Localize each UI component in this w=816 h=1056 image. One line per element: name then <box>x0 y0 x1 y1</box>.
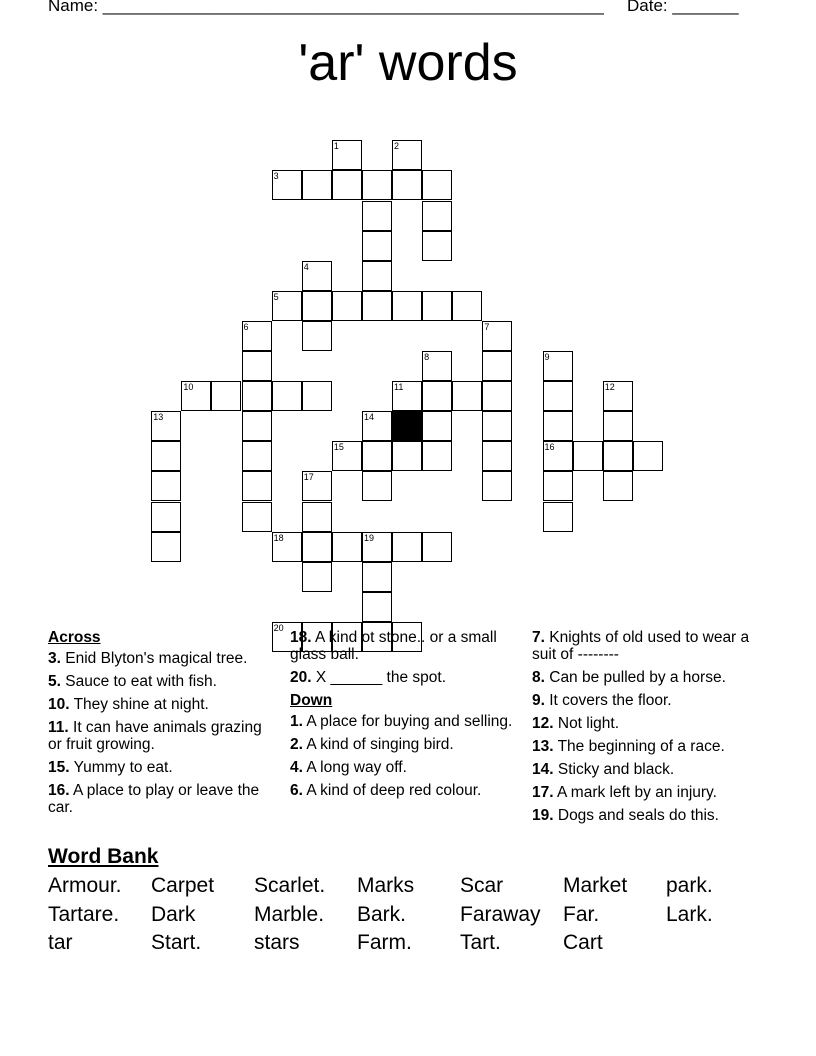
clue-number: 20 <box>273 622 284 633</box>
grid-cell[interactable] <box>272 381 302 411</box>
grid-cell[interactable] <box>362 231 392 261</box>
word-bank-word: Scar <box>460 874 504 897</box>
down-clue-list-continued <box>532 629 772 824</box>
clue <box>48 719 273 753</box>
clue <box>290 629 515 663</box>
clue-number: 7 <box>484 321 490 332</box>
grid-cell[interactable] <box>302 291 332 321</box>
word-bank-word: Cart <box>563 931 603 954</box>
grid-cell[interactable] <box>482 411 512 441</box>
clue-number: 3. <box>48 650 61 667</box>
grid-cell[interactable] <box>422 532 452 562</box>
grid-cell[interactable] <box>392 441 422 471</box>
word-bank-word: Dark <box>151 902 196 926</box>
date-field-label: Date: _______ <box>627 0 739 15</box>
clue <box>290 736 515 753</box>
clue <box>48 759 273 776</box>
clue-text: The beginning of a race. <box>553 738 725 755</box>
clue-number: 11. <box>48 719 69 736</box>
clue <box>532 669 772 686</box>
clue <box>48 696 273 713</box>
word-bank-word: Start. <box>151 931 202 954</box>
clue-text: It covers the floor. <box>544 692 672 709</box>
clue-number: 10 <box>183 382 194 393</box>
grid-cell[interactable] <box>362 411 392 441</box>
grid-cell[interactable] <box>302 532 332 562</box>
grid-cell[interactable] <box>573 441 603 471</box>
grid-cell[interactable] <box>181 381 211 411</box>
word-bank-word: park. <box>666 874 713 897</box>
clue-number: 1. <box>290 713 303 730</box>
grid-cell[interactable] <box>422 441 452 471</box>
clue-number: 18 <box>273 532 284 543</box>
clue-number: 13. <box>532 738 554 755</box>
word-bank-word: Faraway <box>460 902 541 926</box>
word-bank-word: Marble. <box>254 902 325 926</box>
grid-cell[interactable] <box>272 291 302 321</box>
clues-column-1 <box>48 629 273 822</box>
grid-cell[interactable] <box>151 532 181 562</box>
clue-text: A place for buying and selling. <box>302 713 513 730</box>
word-bank-word: Marks <box>357 874 415 897</box>
clue <box>532 807 772 824</box>
word-bank-word: Market <box>563 874 628 897</box>
clue <box>48 650 273 667</box>
grid-cell[interactable] <box>482 441 512 471</box>
grid-cell[interactable] <box>603 471 633 501</box>
word-bank-word: Carpet <box>151 874 215 897</box>
grid-cell[interactable] <box>603 441 633 471</box>
grid-cell[interactable] <box>151 411 181 441</box>
grid-cell[interactable] <box>603 381 633 411</box>
clue <box>290 713 515 730</box>
grid-cell[interactable] <box>302 170 332 200</box>
grid-cell[interactable] <box>151 441 181 471</box>
grid-cell[interactable] <box>482 351 512 381</box>
clue-text: They shine at night. <box>69 696 209 713</box>
clue-text: Sticky and black. <box>553 761 675 778</box>
clue-text: Knights of old used to wear a suit of -------- <box>532 629 750 663</box>
clue-number: 2 <box>394 141 400 152</box>
clue <box>532 692 772 709</box>
clue <box>290 759 515 776</box>
clues-column-3 <box>532 629 772 830</box>
clue-number: 16. <box>48 782 70 799</box>
clue-number: 15. <box>48 759 70 776</box>
clue-number: 7. <box>532 629 545 646</box>
grid-cell[interactable] <box>422 231 452 261</box>
grid-cell[interactable] <box>362 441 392 471</box>
clue-text: Yummy to eat. <box>69 759 173 776</box>
grid-cell[interactable] <box>332 170 362 200</box>
grid-cell[interactable] <box>332 291 362 321</box>
word-bank-word: Scarlet. <box>254 874 326 897</box>
grid-cell[interactable] <box>332 140 362 170</box>
grid-cell[interactable] <box>242 351 272 381</box>
grid-cell[interactable] <box>242 441 272 471</box>
clue <box>290 669 515 686</box>
grid-cell[interactable] <box>362 201 392 231</box>
grid-cell[interactable] <box>242 411 272 441</box>
grid-cell[interactable] <box>422 201 452 231</box>
clue-number: 18. <box>290 629 312 646</box>
word-bank-word: Far. <box>563 902 600 926</box>
word-bank-word: Bark. <box>357 902 407 926</box>
grid-block-cell <box>392 411 422 441</box>
grid-cell[interactable] <box>332 532 362 562</box>
across-heading: Across <box>48 629 101 646</box>
grid-cell[interactable] <box>633 441 663 471</box>
clues-column-2 <box>290 629 515 805</box>
grid-cell[interactable] <box>422 170 452 200</box>
clue-number: 1 <box>333 141 339 152</box>
grid-cell[interactable] <box>543 441 573 471</box>
word-bank-word: Lark. <box>666 902 713 926</box>
across-clue-list-continued <box>290 629 515 686</box>
clue-number: 6 <box>243 321 249 332</box>
clue-text: A long way off. <box>302 759 407 776</box>
grid-cell[interactable] <box>302 381 332 411</box>
grid-cell[interactable] <box>302 261 332 291</box>
grid-cell[interactable] <box>242 381 272 411</box>
clue <box>48 673 273 690</box>
grid-cell[interactable] <box>422 351 452 381</box>
word-bank-word: stars <box>254 931 300 954</box>
clue-number: 17 <box>303 472 314 483</box>
grid-cell[interactable] <box>452 291 482 321</box>
clue-number: 19. <box>532 807 554 824</box>
grid-cell[interactable] <box>392 532 422 562</box>
clue-number: 9. <box>532 692 545 709</box>
grid-cell[interactable] <box>242 502 272 532</box>
clue-number: 8. <box>532 669 545 686</box>
clue <box>532 761 772 778</box>
grid-cell[interactable] <box>362 532 392 562</box>
clue-number: 12 <box>604 382 615 393</box>
word-bank-word: Tart. <box>460 931 501 954</box>
clue-number: 9 <box>544 352 550 363</box>
grid-cell[interactable] <box>422 291 452 321</box>
grid-cell[interactable] <box>543 411 573 441</box>
clue-number: 19 <box>363 532 374 543</box>
clue-number: 17. <box>532 784 554 801</box>
clue <box>532 715 772 732</box>
grid-cell[interactable] <box>392 381 422 411</box>
clue-number: 16 <box>544 442 555 453</box>
grid-cell[interactable] <box>211 381 241 411</box>
grid-cell[interactable] <box>603 411 633 441</box>
clue-number: 14 <box>363 412 374 423</box>
grid-cell[interactable] <box>543 502 573 532</box>
clue-text: A mark left by an injury. <box>553 784 717 801</box>
grid-cell[interactable] <box>362 170 392 200</box>
clue-text: Sauce to eat with fish. <box>60 673 217 690</box>
clue-text: Can be pulled by a horse. <box>544 669 726 686</box>
grid-cell[interactable] <box>242 471 272 501</box>
word-bank-word: Tartare. <box>48 902 120 926</box>
grid-cell[interactable] <box>543 471 573 501</box>
grid-cell[interactable] <box>392 170 422 200</box>
grid-cell[interactable] <box>362 291 392 321</box>
grid-cell[interactable] <box>543 351 573 381</box>
clue <box>48 782 273 816</box>
clue-number: 3 <box>273 171 279 182</box>
grid-cell[interactable] <box>272 170 302 200</box>
clue-number: 5. <box>48 673 61 690</box>
clue-number: 2. <box>290 736 303 753</box>
page-title: 'ar' words <box>298 34 518 92</box>
down-clue-list <box>290 713 515 799</box>
grid-cell[interactable] <box>302 321 332 351</box>
word-bank-word: Farm. <box>357 931 412 954</box>
grid-cell[interactable] <box>392 291 422 321</box>
clue-number: 11 <box>394 382 404 393</box>
clue-text: A kind of singing bird. <box>302 736 454 753</box>
clue-number: 12. <box>532 715 554 732</box>
grid-cell[interactable] <box>482 471 512 501</box>
grid-cell[interactable] <box>302 471 332 501</box>
clue-number: 4. <box>290 759 303 776</box>
clue-text: A kind ot stone.. or a small glass ball. <box>290 629 497 663</box>
clue-number: 6. <box>290 782 303 799</box>
grid-cell[interactable] <box>452 381 482 411</box>
clue-number: 4 <box>303 261 309 272</box>
clue <box>532 629 772 663</box>
grid-cell[interactable] <box>362 261 392 291</box>
grid-cell[interactable] <box>362 471 392 501</box>
clue <box>290 782 515 799</box>
grid-cell[interactable] <box>362 592 392 622</box>
grid-cell[interactable] <box>422 411 452 441</box>
grid-cell[interactable] <box>242 321 272 351</box>
clue <box>532 738 772 755</box>
clue-text: It can have animals grazing or fruit growing. <box>48 719 262 753</box>
clue <box>532 784 772 801</box>
clue-number: 5 <box>273 291 279 302</box>
clue-text: Dogs and seals do this. <box>553 807 719 824</box>
word-bank-word: tar <box>48 931 73 954</box>
grid-cell[interactable] <box>422 381 452 411</box>
clue-number: 10. <box>48 696 70 713</box>
grid-cell[interactable] <box>482 381 512 411</box>
grid-cell[interactable] <box>302 502 332 532</box>
clue-number: 15 <box>333 442 344 453</box>
clue-number: 20. <box>290 669 312 686</box>
grid-cell[interactable] <box>302 562 332 592</box>
across-clue-list <box>48 650 273 816</box>
clue-text: X ______ the spot. <box>311 669 446 686</box>
clue-text: A kind of deep red colour. <box>302 782 482 799</box>
down-heading: Down <box>290 692 333 709</box>
name-field-label: Name: _____________________________________________________ <box>48 0 604 15</box>
word-bank-word: Armour. <box>48 874 122 897</box>
grid-cell[interactable] <box>392 140 422 170</box>
grid-cell[interactable] <box>272 532 302 562</box>
grid-cell[interactable] <box>362 562 392 592</box>
grid-cell[interactable] <box>151 471 181 501</box>
clue-text: Not light. <box>553 715 620 732</box>
clue-text: Enid Blyton's magical tree. <box>60 650 248 667</box>
clue-number: 8 <box>424 352 430 363</box>
grid-cell[interactable] <box>543 381 573 411</box>
clue-number: 13 <box>153 412 164 423</box>
grid-cell[interactable] <box>482 321 512 351</box>
word-bank-title: Word Bank <box>48 845 159 868</box>
grid-cell[interactable] <box>332 441 362 471</box>
grid-cell[interactable] <box>151 502 181 532</box>
clue-text: A place to play or leave the car. <box>48 782 260 816</box>
clue-number: 14. <box>532 761 554 778</box>
